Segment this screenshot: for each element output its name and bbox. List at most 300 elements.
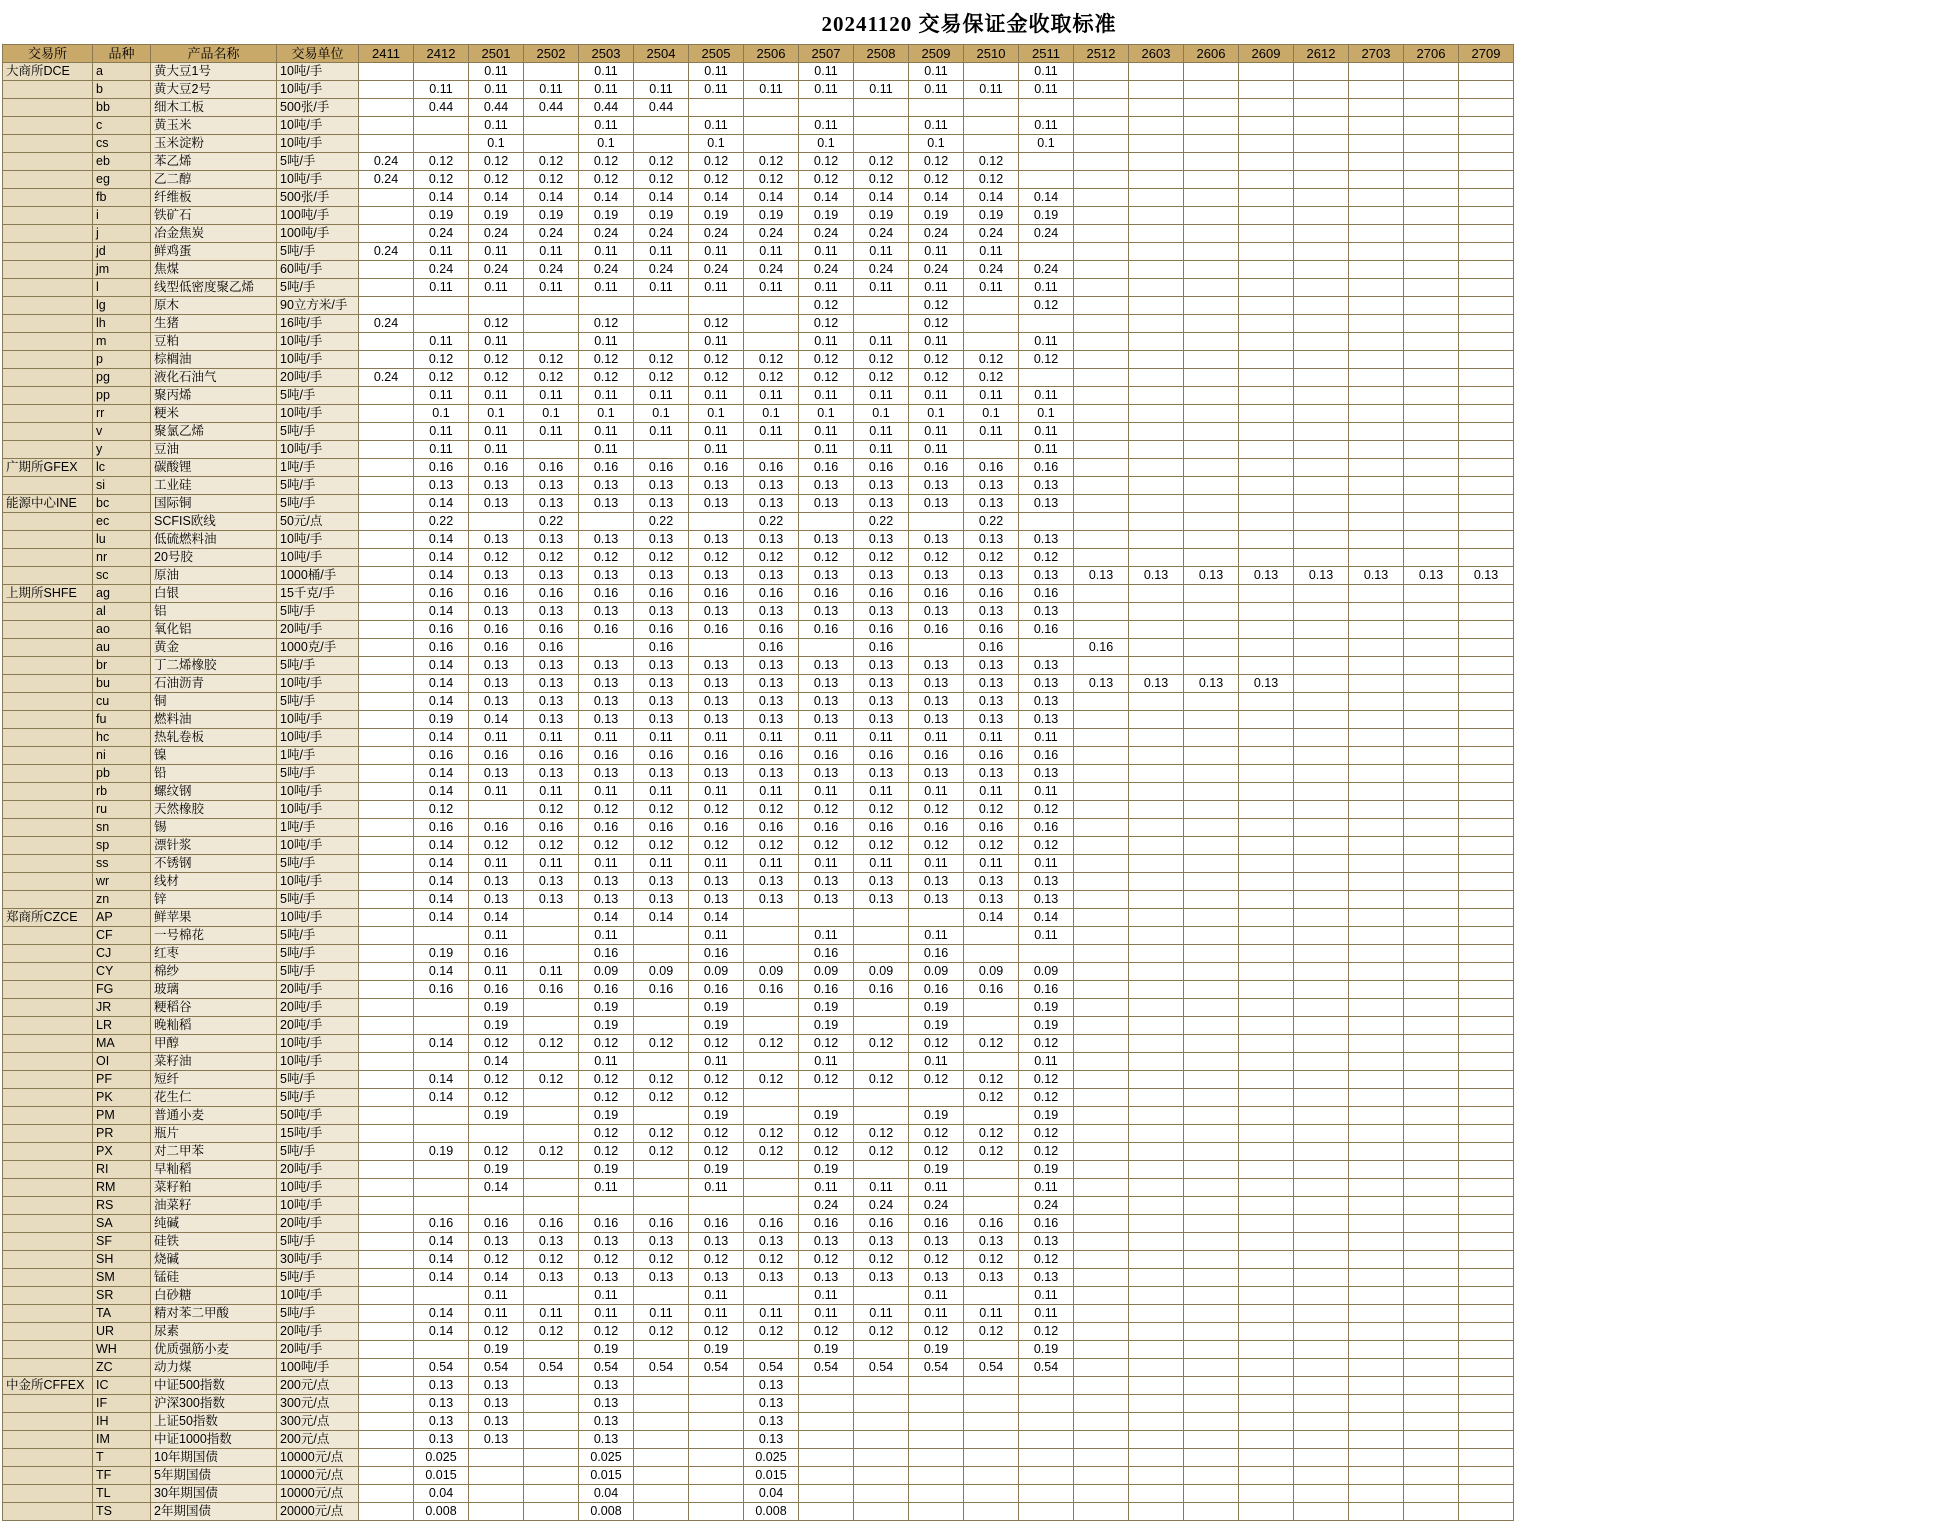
trading-unit-cell: 5吨/手: [277, 1305, 359, 1323]
margin-value-cell: [1184, 873, 1239, 891]
margin-value-cell: [799, 1377, 854, 1395]
table-row: [3, 189, 1514, 207]
trading-unit-cell: 5吨/手: [277, 1143, 359, 1161]
margin-value-cell: 0.11: [799, 855, 854, 873]
margin-value-cell: 0.13: [1019, 657, 1074, 675]
margin-value-cell: [579, 297, 634, 315]
margin-value-cell: 0.13: [964, 765, 1019, 783]
product-code-cell: eb: [93, 153, 151, 171]
margin-value-cell: 0.09: [579, 963, 634, 981]
table-row: [3, 801, 1514, 819]
margin-value-cell: [1129, 63, 1184, 81]
margin-value-cell: [414, 1053, 469, 1071]
margin-value-cell: 0.54: [634, 1359, 689, 1377]
margin-value-cell: [1404, 1215, 1459, 1233]
margin-value-cell: [1184, 639, 1239, 657]
trading-unit-cell: 90立方米/手: [277, 297, 359, 315]
margin-value-cell: [1459, 963, 1514, 981]
margin-value-cell: 0.13: [634, 693, 689, 711]
margin-value-cell: 0.13: [634, 603, 689, 621]
margin-value-cell: 0.14: [469, 711, 524, 729]
table-row: [3, 675, 1514, 693]
margin-value-cell: [1129, 1395, 1184, 1413]
margin-value-cell: [1349, 1431, 1404, 1449]
margin-value-cell: 0.54: [469, 1359, 524, 1377]
margin-value-cell: 0.24: [579, 225, 634, 243]
margin-value-cell: [1019, 639, 1074, 657]
margin-value-cell: 0.14: [414, 567, 469, 585]
margin-value-cell: [1294, 819, 1349, 837]
margin-value-cell: 0.13: [579, 1377, 634, 1395]
margin-value-cell: [359, 1017, 414, 1035]
margin-value-cell: [1184, 1197, 1239, 1215]
margin-value-cell: 0.13: [689, 567, 744, 585]
product-name-cell: 粳稻谷: [151, 999, 277, 1017]
margin-value-cell: 0.12: [1019, 1089, 1074, 1107]
margin-value-cell: 0.13: [799, 477, 854, 495]
trading-unit-cell: 100吨/手: [277, 207, 359, 225]
margin-value-cell: 0.13: [634, 873, 689, 891]
margin-value-cell: 0.14: [414, 189, 469, 207]
margin-value-cell: [1184, 909, 1239, 927]
margin-value-cell: [1184, 747, 1239, 765]
trading-unit-cell: 1吨/手: [277, 459, 359, 477]
margin-value-cell: 0.13: [634, 765, 689, 783]
product-name-cell: 聚氯乙烯: [151, 423, 277, 441]
margin-value-cell: 0.12: [689, 1089, 744, 1107]
margin-value-cell: [854, 1485, 909, 1503]
margin-value-cell: 0.54: [799, 1359, 854, 1377]
margin-value-cell: [359, 1035, 414, 1053]
margin-value-cell: [1184, 1467, 1239, 1485]
margin-value-cell: [1074, 441, 1129, 459]
margin-value-cell: [359, 495, 414, 513]
margin-value-cell: [1184, 99, 1239, 117]
margin-value-cell: 0.14: [524, 189, 579, 207]
margin-value-cell: 0.11: [964, 729, 1019, 747]
margin-value-cell: 0.14: [414, 873, 469, 891]
margin-value-cell: 0.14: [964, 909, 1019, 927]
margin-value-cell: 0.13: [1019, 693, 1074, 711]
margin-value-cell: 0.12: [909, 1125, 964, 1143]
margin-value-cell: 0.12: [854, 1251, 909, 1269]
margin-value-cell: [1129, 693, 1184, 711]
margin-value-cell: [359, 387, 414, 405]
margin-value-cell: [1019, 1503, 1074, 1521]
product-name-cell: 10年期国债: [151, 1449, 277, 1467]
margin-value-cell: [359, 1143, 414, 1161]
margin-value-cell: 0.14: [799, 189, 854, 207]
margin-value-cell: 0.13: [579, 495, 634, 513]
margin-value-cell: 0.11: [524, 963, 579, 981]
margin-value-cell: [1404, 1467, 1459, 1485]
margin-value-cell: 0.13: [744, 477, 799, 495]
margin-value-cell: 0.19: [579, 1161, 634, 1179]
exchange-cell: [3, 819, 93, 837]
margin-value-cell: [1294, 729, 1349, 747]
margin-value-cell: 0.19: [469, 1161, 524, 1179]
margin-value-cell: [1074, 981, 1129, 999]
margin-value-cell: [1459, 1251, 1514, 1269]
margin-value-cell: [359, 1269, 414, 1287]
margin-value-cell: [1074, 549, 1129, 567]
margin-value-cell: [964, 1485, 1019, 1503]
product-name-cell: 锌: [151, 891, 277, 909]
margin-value-cell: 0.12: [799, 1251, 854, 1269]
margin-value-cell: [1239, 603, 1294, 621]
margin-value-cell: 0.16: [964, 459, 1019, 477]
margin-value-cell: [524, 1341, 579, 1359]
margin-value-cell: [1184, 1413, 1239, 1431]
margin-value-cell: 0.11: [689, 1053, 744, 1071]
margin-value-cell: [1184, 999, 1239, 1017]
margin-value-cell: 0.13: [524, 891, 579, 909]
margin-value-cell: [1129, 1017, 1184, 1035]
margin-value-cell: 0.11: [909, 63, 964, 81]
margin-value-cell: [1294, 1359, 1349, 1377]
product-code-cell: rb: [93, 783, 151, 801]
margin-value-cell: 0.11: [579, 1287, 634, 1305]
margin-value-cell: 0.13: [799, 657, 854, 675]
margin-value-cell: [1019, 153, 1074, 171]
margin-standards-table: [2, 44, 1514, 1521]
margin-value-cell: 0.12: [414, 801, 469, 819]
margin-value-cell: [1129, 351, 1184, 369]
margin-value-cell: 0.11: [909, 279, 964, 297]
product-code-cell: TS: [93, 1503, 151, 1521]
product-name-cell: 白银: [151, 585, 277, 603]
trading-unit-cell: 20吨/手: [277, 369, 359, 387]
margin-value-cell: 0.12: [799, 1143, 854, 1161]
product-code-cell: PM: [93, 1107, 151, 1125]
margin-value-cell: [964, 1503, 1019, 1521]
margin-value-cell: [1349, 369, 1404, 387]
margin-value-cell: [1074, 963, 1129, 981]
margin-value-cell: [1129, 1215, 1184, 1233]
margin-value-cell: 0.14: [579, 909, 634, 927]
product-code-cell: TL: [93, 1485, 151, 1503]
trading-unit-cell: 5吨/手: [277, 1269, 359, 1287]
margin-value-cell: [1129, 603, 1184, 621]
margin-value-cell: 0.12: [689, 315, 744, 333]
margin-value-cell: 0.12: [579, 369, 634, 387]
margin-value-cell: 0.12: [469, 1251, 524, 1269]
margin-value-cell: [799, 1449, 854, 1467]
margin-value-cell: 0.16: [689, 459, 744, 477]
margin-value-cell: 0.12: [909, 837, 964, 855]
margin-value-cell: [1239, 171, 1294, 189]
margin-value-cell: [744, 1017, 799, 1035]
margin-value-cell: [854, 99, 909, 117]
margin-value-cell: [854, 1377, 909, 1395]
margin-value-cell: [1294, 1395, 1349, 1413]
margin-value-cell: 0.04: [744, 1485, 799, 1503]
margin-value-cell: 0.12: [964, 801, 1019, 819]
margin-value-cell: 0.12: [634, 369, 689, 387]
margin-value-cell: [1459, 675, 1514, 693]
margin-value-cell: 0.13: [579, 1269, 634, 1287]
margin-value-cell: [634, 1377, 689, 1395]
margin-value-cell: [1074, 315, 1129, 333]
margin-value-cell: 0.11: [744, 387, 799, 405]
margin-value-cell: [1349, 1269, 1404, 1287]
product-code-cell: CJ: [93, 945, 151, 963]
margin-value-cell: [1184, 1305, 1239, 1323]
margin-value-cell: [579, 639, 634, 657]
margin-value-cell: [1239, 711, 1294, 729]
margin-value-cell: 0.13: [744, 765, 799, 783]
product-code-cell: ru: [93, 801, 151, 819]
margin-value-cell: 0.12: [579, 801, 634, 819]
margin-value-cell: 0.12: [1019, 801, 1074, 819]
margin-value-cell: 0.11: [414, 243, 469, 261]
product-name-cell: 普通小麦: [151, 1107, 277, 1125]
margin-value-cell: 0.22: [854, 513, 909, 531]
column-header-8: 2503: [579, 45, 634, 63]
margin-value-cell: 0.24: [854, 1197, 909, 1215]
margin-value-cell: [964, 945, 1019, 963]
margin-value-cell: 0.13: [909, 1269, 964, 1287]
product-name-cell: 石油沥青: [151, 675, 277, 693]
margin-value-cell: [1294, 1215, 1349, 1233]
margin-value-cell: 0.13: [634, 1269, 689, 1287]
margin-value-cell: [964, 999, 1019, 1017]
margin-value-cell: [1019, 513, 1074, 531]
table-row: [3, 639, 1514, 657]
margin-value-cell: 0.16: [414, 585, 469, 603]
margin-value-cell: 0.13: [634, 531, 689, 549]
product-code-cell: eg: [93, 171, 151, 189]
margin-value-cell: 0.13: [854, 1269, 909, 1287]
margin-value-cell: [1184, 279, 1239, 297]
margin-value-cell: [1239, 1251, 1294, 1269]
trading-unit-cell: 500张/手: [277, 189, 359, 207]
margin-value-cell: 0.12: [579, 153, 634, 171]
exchange-cell: [3, 1179, 93, 1197]
margin-value-cell: 0.11: [1019, 1179, 1074, 1197]
margin-value-cell: 0.11: [469, 333, 524, 351]
margin-value-cell: [1404, 1233, 1459, 1251]
margin-value-cell: 0.12: [524, 1071, 579, 1089]
exchange-cell: [3, 567, 93, 585]
product-code-cell: JR: [93, 999, 151, 1017]
column-header-15: 2510: [964, 45, 1019, 63]
margin-value-cell: [1129, 1161, 1184, 1179]
margin-value-cell: 0.13: [1019, 765, 1074, 783]
product-name-cell: 20号胶: [151, 549, 277, 567]
margin-value-cell: [1239, 1197, 1294, 1215]
margin-value-cell: 0.11: [744, 423, 799, 441]
product-code-cell: lc: [93, 459, 151, 477]
product-code-cell: pp: [93, 387, 151, 405]
margin-value-cell: 0.13: [469, 693, 524, 711]
margin-value-cell: [1294, 1287, 1349, 1305]
exchange-cell: [3, 1143, 93, 1161]
margin-value-cell: [1459, 441, 1514, 459]
margin-value-cell: 0.13: [469, 891, 524, 909]
exchange-cell: [3, 1323, 93, 1341]
table-row: [3, 459, 1514, 477]
product-code-cell: CF: [93, 927, 151, 945]
margin-value-cell: 0.19: [1019, 207, 1074, 225]
margin-value-cell: [1074, 657, 1129, 675]
margin-value-cell: [1239, 1287, 1294, 1305]
margin-value-cell: [1239, 801, 1294, 819]
trading-unit-cell: 5吨/手: [277, 1071, 359, 1089]
product-code-cell: ZC: [93, 1359, 151, 1377]
margin-value-cell: [1404, 675, 1459, 693]
margin-value-cell: 0.11: [469, 963, 524, 981]
product-code-cell: nr: [93, 549, 151, 567]
trading-unit-cell: 10吨/手: [277, 873, 359, 891]
margin-value-cell: 0.11: [689, 243, 744, 261]
margin-value-cell: [744, 1341, 799, 1359]
product-name-cell: 鲜鸡蛋: [151, 243, 277, 261]
product-code-cell: SA: [93, 1215, 151, 1233]
margin-value-cell: [1074, 1413, 1129, 1431]
margin-value-cell: [909, 1377, 964, 1395]
margin-value-cell: [1294, 225, 1349, 243]
margin-value-cell: [1019, 243, 1074, 261]
margin-value-cell: 0.16: [1019, 819, 1074, 837]
margin-value-cell: [964, 441, 1019, 459]
margin-value-cell: 0.13: [854, 495, 909, 513]
margin-value-cell: 0.11: [1019, 927, 1074, 945]
exchange-cell: [3, 1395, 93, 1413]
margin-value-cell: [909, 639, 964, 657]
margin-value-cell: 0.11: [579, 1179, 634, 1197]
product-code-cell: IC: [93, 1377, 151, 1395]
margin-value-cell: [1239, 1395, 1294, 1413]
margin-value-cell: [1459, 621, 1514, 639]
margin-value-cell: 0.13: [964, 693, 1019, 711]
table-row: [3, 747, 1514, 765]
margin-value-cell: 0.11: [579, 729, 634, 747]
column-header-22: 2703: [1349, 45, 1404, 63]
column-header-11: 2506: [744, 45, 799, 63]
margin-value-cell: [1459, 1305, 1514, 1323]
margin-value-cell: [1349, 315, 1404, 333]
margin-value-cell: [744, 927, 799, 945]
margin-value-cell: [1349, 477, 1404, 495]
margin-value-cell: 0.12: [909, 1251, 964, 1269]
margin-value-cell: 0.16: [909, 621, 964, 639]
margin-value-cell: 0.24: [359, 153, 414, 171]
margin-value-cell: [1459, 1197, 1514, 1215]
margin-value-cell: 0.16: [909, 459, 964, 477]
margin-value-cell: [689, 1395, 744, 1413]
margin-value-cell: [1184, 387, 1239, 405]
margin-value-cell: 0.11: [854, 1179, 909, 1197]
margin-value-cell: [1129, 765, 1184, 783]
margin-value-cell: [1459, 1377, 1514, 1395]
product-name-cell: 液化石油气: [151, 369, 277, 387]
margin-value-cell: 0.13: [744, 675, 799, 693]
margin-value-cell: 0.12: [689, 1323, 744, 1341]
margin-value-cell: [1404, 981, 1459, 999]
margin-value-cell: 0.24: [634, 225, 689, 243]
trading-unit-cell: 10吨/手: [277, 1197, 359, 1215]
margin-value-cell: [1349, 603, 1404, 621]
margin-value-cell: [1294, 1449, 1349, 1467]
margin-value-cell: [1459, 207, 1514, 225]
margin-value-cell: [1184, 207, 1239, 225]
margin-value-cell: 0.11: [1019, 387, 1074, 405]
margin-value-cell: [1404, 945, 1459, 963]
margin-value-cell: 0.14: [634, 909, 689, 927]
margin-value-cell: [1129, 585, 1184, 603]
margin-value-cell: [964, 1017, 1019, 1035]
margin-value-cell: [634, 1467, 689, 1485]
margin-value-cell: [1239, 1341, 1294, 1359]
margin-value-cell: [744, 441, 799, 459]
margin-value-cell: 0.13: [799, 603, 854, 621]
margin-value-cell: [1404, 603, 1459, 621]
product-name-cell: 铁矿石: [151, 207, 277, 225]
margin-value-cell: 0.19: [469, 1107, 524, 1125]
margin-value-cell: [1129, 1179, 1184, 1197]
exchange-cell: [3, 423, 93, 441]
margin-value-cell: 0.13: [799, 711, 854, 729]
margin-value-cell: [1349, 1287, 1404, 1305]
margin-value-cell: 0.16: [524, 621, 579, 639]
margin-value-cell: 0.22: [634, 513, 689, 531]
margin-value-cell: 0.16: [689, 945, 744, 963]
margin-value-cell: 0.12: [469, 837, 524, 855]
margin-value-cell: 0.16: [634, 639, 689, 657]
trading-unit-cell: 10吨/手: [277, 63, 359, 81]
margin-value-cell: [579, 513, 634, 531]
margin-value-cell: [1239, 747, 1294, 765]
margin-value-cell: [1184, 153, 1239, 171]
table-row: [3, 621, 1514, 639]
exchange-cell: [3, 873, 93, 891]
margin-value-cell: 0.11: [964, 855, 1019, 873]
margin-value-cell: 0.12: [744, 801, 799, 819]
margin-value-cell: [1074, 297, 1129, 315]
margin-value-cell: 0.14: [634, 189, 689, 207]
exchange-cell: [3, 81, 93, 99]
trading-unit-cell: 10000元/点: [277, 1485, 359, 1503]
margin-value-cell: 0.16: [799, 585, 854, 603]
margin-value-cell: [854, 909, 909, 927]
margin-value-cell: [1074, 819, 1129, 837]
margin-value-cell: [689, 1449, 744, 1467]
margin-value-cell: [414, 1179, 469, 1197]
margin-value-cell: [359, 1161, 414, 1179]
margin-value-cell: [1459, 1485, 1514, 1503]
margin-value-cell: 0.19: [744, 207, 799, 225]
margin-value-cell: [1239, 819, 1294, 837]
product-name-cell: 原木: [151, 297, 277, 315]
margin-value-cell: 0.13: [579, 693, 634, 711]
margin-value-cell: 0.1: [689, 405, 744, 423]
margin-value-cell: 0.19: [909, 1107, 964, 1125]
margin-value-cell: 0.13: [909, 1233, 964, 1251]
margin-value-cell: 0.16: [579, 981, 634, 999]
margin-value-cell: [1349, 945, 1404, 963]
margin-value-cell: 0.14: [744, 189, 799, 207]
margin-value-cell: 0.13: [414, 1413, 469, 1431]
margin-value-cell: [359, 225, 414, 243]
product-name-cell: 红枣: [151, 945, 277, 963]
margin-value-cell: 0.14: [414, 495, 469, 513]
margin-value-cell: 0.19: [579, 207, 634, 225]
margin-value-cell: [634, 441, 689, 459]
trading-unit-cell: 5吨/手: [277, 1233, 359, 1251]
margin-value-cell: [634, 927, 689, 945]
margin-value-cell: [524, 1179, 579, 1197]
